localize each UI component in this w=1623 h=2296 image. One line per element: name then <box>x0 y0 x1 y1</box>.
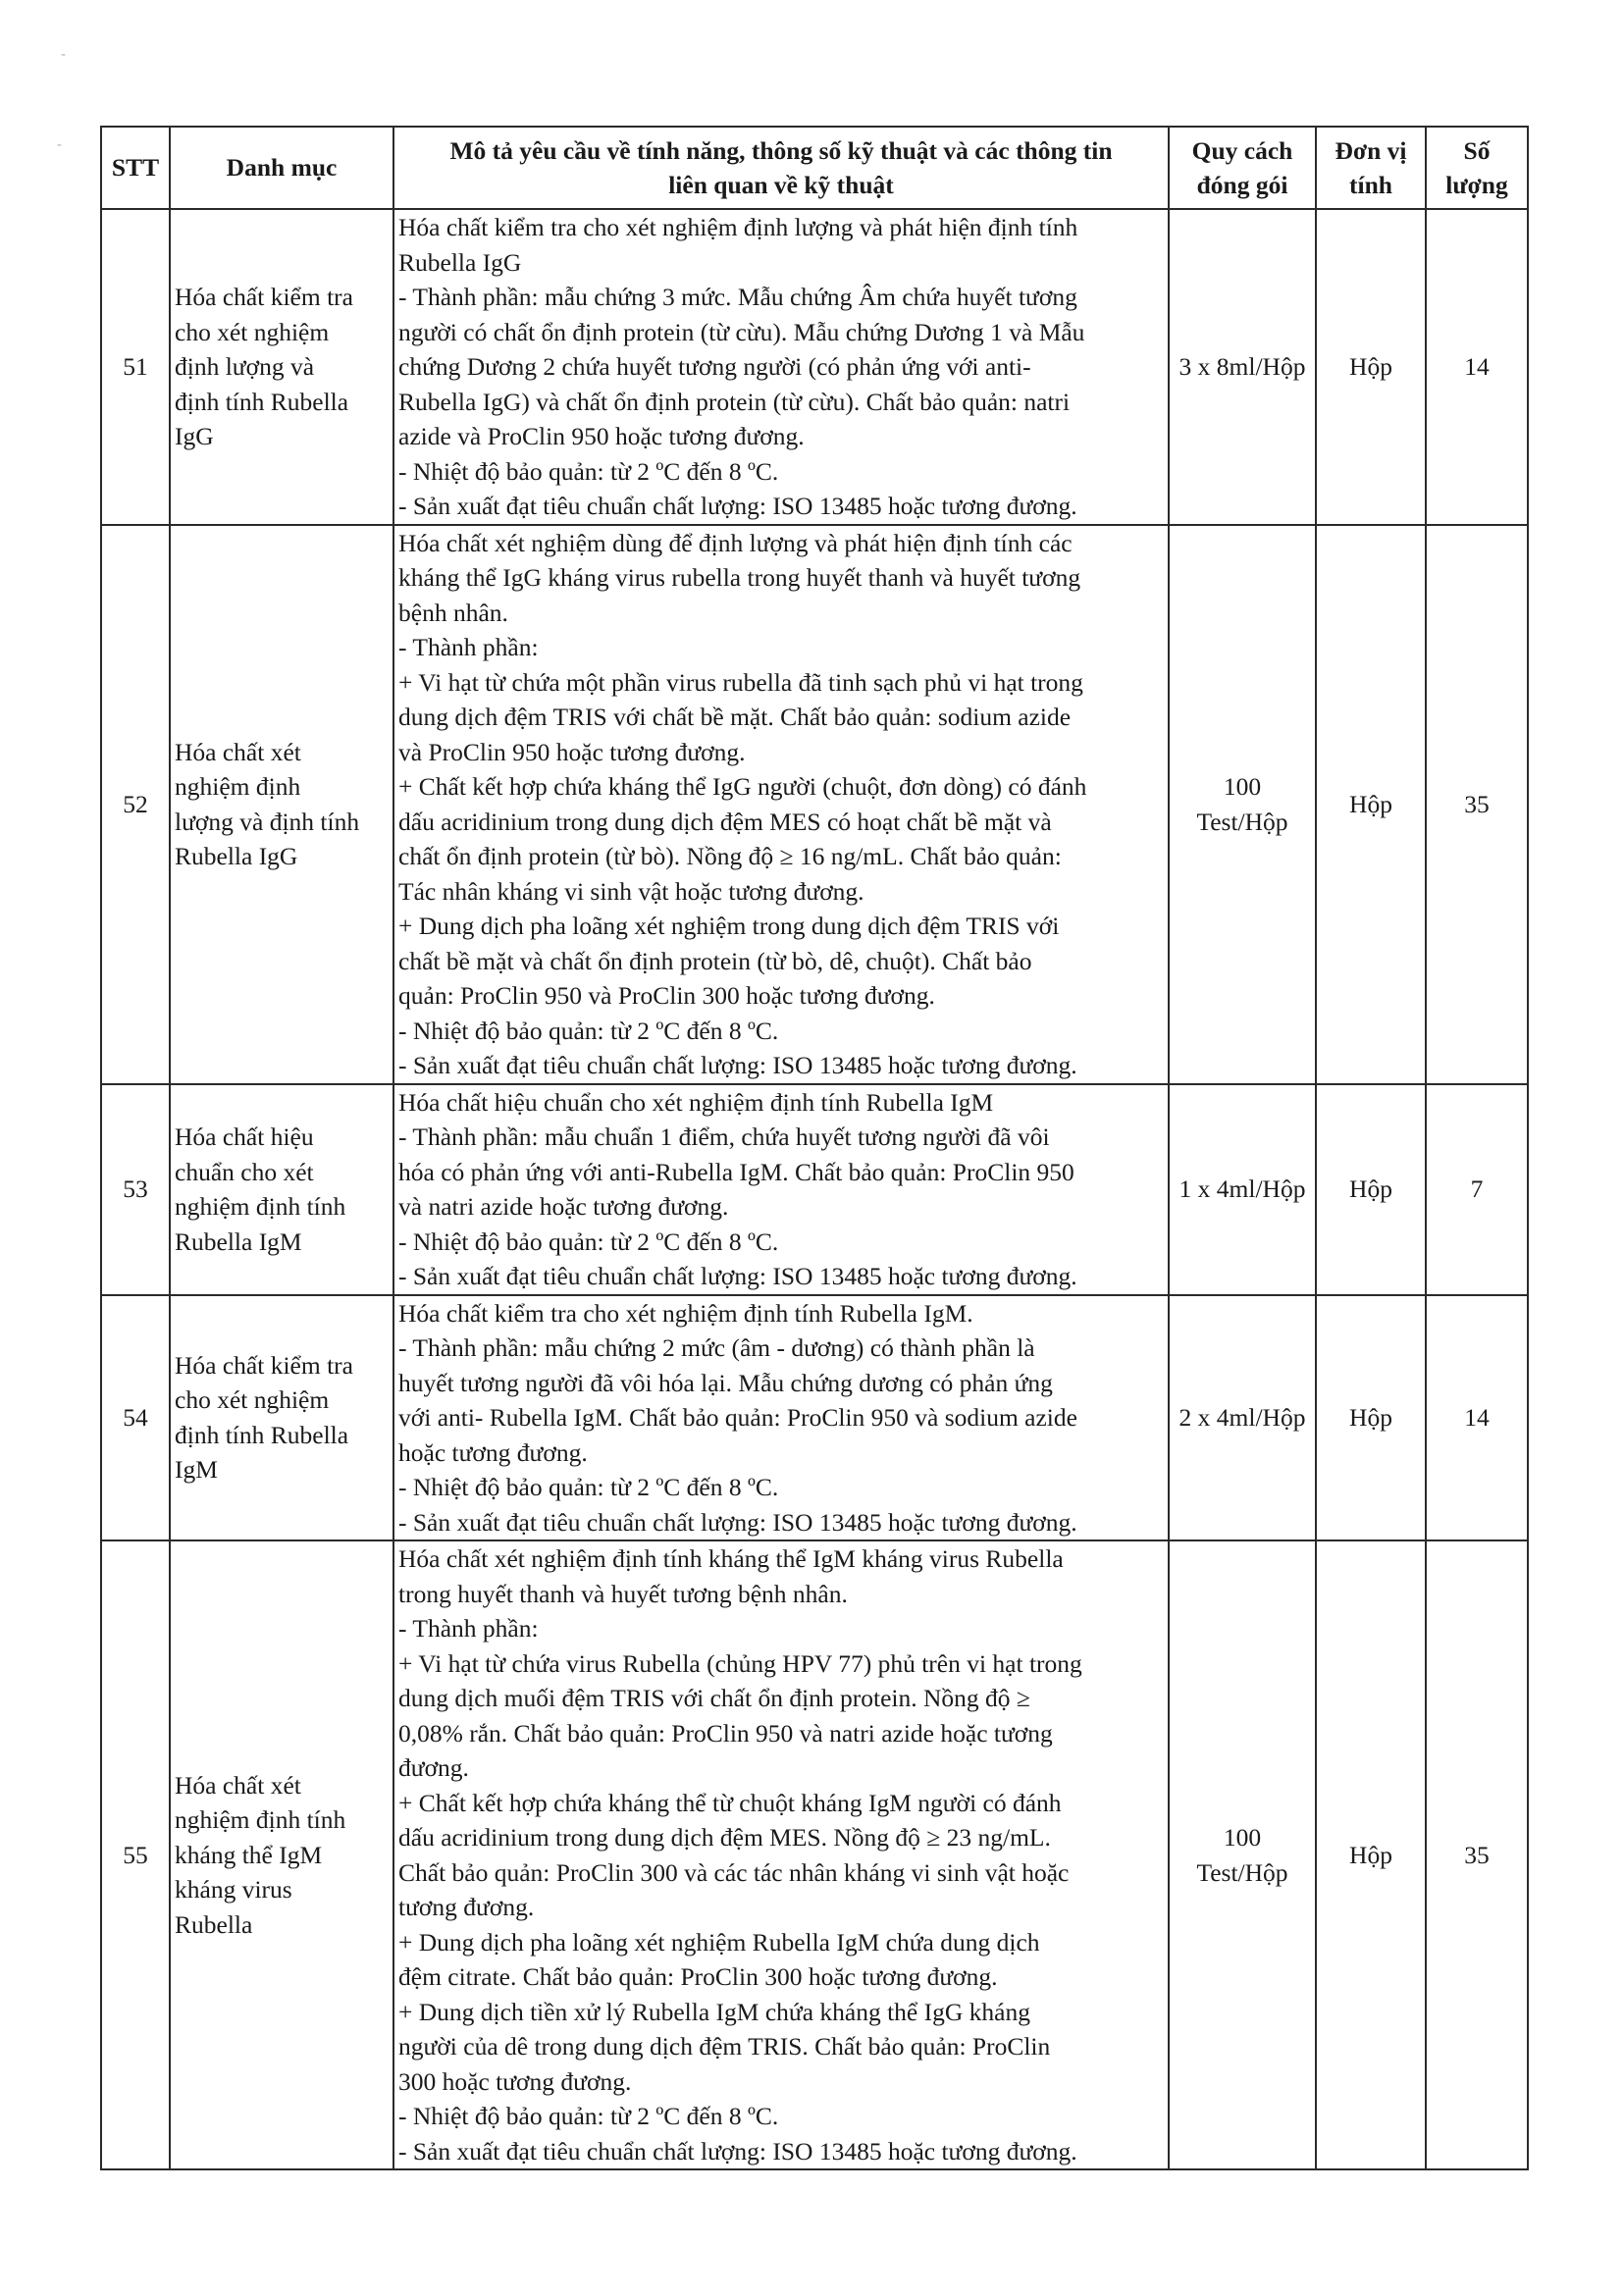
description-line: bệnh nhân. <box>398 598 508 627</box>
category-line: chuẩn cho xét <box>175 1157 314 1186</box>
packaging-line: 1 x 4ml/Hộp <box>1178 1174 1306 1204</box>
packaging-cell <box>1169 1540 1316 2169</box>
category-line: Hóa chất xét <box>175 737 301 766</box>
table-header-row <box>101 127 1528 209</box>
description-line: hoặc tương đương. <box>398 1437 588 1467</box>
scan-mark-top: - <box>61 47 67 63</box>
category-line: kháng virus <box>175 1875 292 1905</box>
description-line: + Dung dịch pha loãng xét nghiệm Rubella IgM chứa dung dịch <box>398 1927 1040 1957</box>
description-line: tương đương. <box>398 1893 535 1921</box>
description-line: dung dịch đệm TRIS với chất bề mặt. Chất bảo quản: sodium azide <box>398 703 1072 731</box>
description-line: huyết tương người đã vôi hóa lại. Mẫu chứng dương có phản ứng <box>398 1368 1053 1397</box>
description-line: Chất bảo quản: ProClin 300 và các tác nhân kháng vi sinh vật hoặc <box>398 1857 1070 1887</box>
table-row <box>101 1540 1528 2169</box>
description-line: kháng thể IgG kháng virus rubella trong huyết thanh và huyết tương <box>398 563 1081 592</box>
header-unit-line: tính <box>1349 171 1392 199</box>
category-line: Rubella <box>175 1909 253 1939</box>
description-line: - Sản xuất đạt tiêu chuẩn chất lượng: ISO 13485 hoặc tương đương. <box>398 1262 1077 1290</box>
category-line: Hóa chất hiệu <box>175 1122 314 1151</box>
category-line: Hóa chất kiểm tra <box>175 283 353 311</box>
stt-cell: 52 <box>101 525 170 1084</box>
unit-cell: Hộp <box>1316 1540 1426 2169</box>
description-line: dấu acridinium trong dung dịch đệm MES có hoạt chất bề mặt và <box>398 807 1052 836</box>
unit-cell: Hộp <box>1316 525 1426 1084</box>
quantity-cell: 35 <box>1426 1540 1528 2169</box>
packaging-cell <box>1169 1084 1316 1295</box>
document-sheet <box>100 126 1527 2170</box>
quantity-cell: 35 <box>1426 525 1528 1084</box>
description-line: Tác nhân kháng vi sinh vật hoặc tương đương. <box>398 876 864 906</box>
header-category: Danh mục <box>170 127 393 209</box>
category-line: nghiệm định <box>175 772 301 801</box>
description-line: Hóa chất xét nghiệm dùng để định lượng và phát hiện định tính các <box>398 528 1073 557</box>
description-line: Hóa chất kiểm tra cho xét nghiệm định lượng và phát hiện định tính <box>398 213 1078 241</box>
description-line: Hóa chất kiểm tra cho xét nghiệm định tính Rubella IgM. <box>398 1298 973 1328</box>
category-line: định lượng và <box>175 352 315 381</box>
description-line: với anti- Rubella IgM. Chất bảo quản: ProClin 950 và sodium azide <box>398 1403 1077 1432</box>
description-line: - Nhiệt độ bảo quản: từ 2 ºC đến 8 ºC. <box>398 1226 779 1256</box>
description-line: dấu acridinium trong dung dịch đệm MES. Nồng độ ≥ 23 ng/mL. <box>398 1823 1051 1852</box>
description-line: và ProClin 950 hoặc tương đương. <box>398 737 746 766</box>
unit-cell: Hộp <box>1316 1084 1426 1295</box>
category-cell <box>170 1295 393 1541</box>
header-packaging-line: Quy cách <box>1191 135 1293 165</box>
description-line: - Sản xuất đạt tiêu chuẩn chất lượng: ISO 13485 hoặc tương đương. <box>398 2136 1077 2166</box>
category-line: nghiệm định tính <box>175 1805 346 1835</box>
description-line: + Chất kết hợp chứa kháng thể từ chuột kháng IgM người có đánh <box>398 1788 1062 1817</box>
header-description <box>393 127 1169 209</box>
description-line: hóa có phản ứng với anti-Rubella IgM. Chất bảo quản: ProClin 950 <box>398 1157 1074 1186</box>
stt-cell: 53 <box>101 1084 170 1295</box>
description-line: 300 hoặc tương đương. <box>398 2066 632 2096</box>
description-line: azide và ProClin 950 hoặc tương đương. <box>398 422 805 450</box>
description-line: Hóa chất xét nghiệm định tính kháng thể IgM kháng virus Rubella <box>398 1544 1064 1573</box>
packaging-cell <box>1169 209 1316 525</box>
packaging-cell <box>1169 1295 1316 1541</box>
category-cell <box>170 525 393 1084</box>
description-cell <box>393 209 1169 525</box>
category-line: Rubella IgG <box>175 842 298 870</box>
description-line: người của dê trong dung dịch đệm TRIS. Chất bảo quản: ProClin <box>398 2032 1051 2061</box>
description-line: + Chất kết hợp chứa kháng thể IgG người (chuột, đơn dòng) có đánh <box>398 772 1087 801</box>
header-unit <box>1316 127 1426 209</box>
description-line: Hóa chất hiệu chuẩn cho xét nghiệm định tính Rubella IgM <box>398 1087 994 1117</box>
packaging-line: 2 x 4ml/Hộp <box>1178 1403 1306 1432</box>
table-row <box>101 525 1528 1084</box>
specification-table <box>100 126 1529 2170</box>
quantity-cell: 14 <box>1426 1295 1528 1541</box>
stt-cell: 55 <box>101 1540 170 2169</box>
description-line: chất bề mặt và chất ổn định protein (từ bò, dê, chuột). Chất bảo <box>398 946 1032 975</box>
header-quantity-line: Số <box>1463 135 1491 165</box>
description-line: - Sản xuất đạt tiêu chuẩn chất lượng: ISO 13485 hoặc tương đương. <box>398 1507 1077 1537</box>
description-line: - Sản xuất đạt tiêu chuẩn chất lượng: ISO 13485 hoặc tương đương. <box>398 492 1077 520</box>
header-unit-line: Đơn vị <box>1335 135 1407 165</box>
description-line: người có chất ổn định protein (từ cừu). Mẫu chứng Dương 1 và Mẫu <box>398 317 1085 346</box>
header-quantity-line: lượng <box>1445 171 1508 199</box>
description-line: + Dung dịch pha loãng xét nghiệm trong dung dịch đệm TRIS với <box>398 912 1060 940</box>
description-line: - Thành phần: <box>398 633 539 661</box>
packaging-line: 100 <box>1223 772 1262 801</box>
description-cell <box>393 1295 1169 1541</box>
header-description-line: Mô tả yêu cầu về tính năng, thông số kỹ thuật và các thông tin <box>449 135 1113 165</box>
category-cell <box>170 1084 393 1295</box>
description-line: trong huyết thanh và huyết tương bệnh nhân. <box>398 1579 848 1608</box>
description-cell <box>393 1540 1169 2169</box>
category-line: nghiệm định tính <box>175 1192 346 1221</box>
category-line: kháng thể IgM <box>175 1840 323 1869</box>
category-line: IgM <box>175 1455 218 1485</box>
category-line: lượng và định tính <box>175 807 360 836</box>
table-row <box>101 209 1528 525</box>
description-line: - Nhiệt độ bảo quản: từ 2 ºC đến 8 ºC. <box>398 1473 779 1501</box>
description-line: Rubella IgG) và chất ổn định protein (từ cừu). Chất bảo quản: natri <box>398 387 1071 416</box>
description-line: - Sản xuất đạt tiêu chuẩn chất lượng: ISO 13485 hoặc tương đương. <box>398 1051 1077 1079</box>
description-cell <box>393 1084 1169 1295</box>
description-line: 0,08% rắn. Chất bảo quản: ProClin 950 và natri azide hoặc tương <box>398 1718 1053 1748</box>
category-line: cho xét nghiệm <box>175 317 330 346</box>
description-line: - Nhiệt độ bảo quản: từ 2 ºC đến 8 ºC. <box>398 1016 779 1045</box>
table-row <box>101 1084 1528 1295</box>
category-line: Hóa chất kiểm tra <box>175 1350 353 1380</box>
unit-cell: Hộp <box>1316 1295 1426 1541</box>
packaging-line: Test/Hộp <box>1196 807 1288 836</box>
description-line: chất ổn định protein (từ bò). Nồng độ ≥ 16 ng/mL. Chất bảo quản: <box>398 842 1062 870</box>
description-line: - Nhiệt độ bảo quản: từ 2 ºC đến 8 ºC. <box>398 456 779 486</box>
packaging-line: Test/Hộp <box>1196 1857 1288 1887</box>
header-description-line: liên quan về kỹ thuật <box>668 171 894 199</box>
description-line: - Thành phần: <box>398 1614 539 1643</box>
category-line: Hóa chất xét <box>175 1770 301 1800</box>
description-line: và natri azide hoặc tương đương. <box>398 1192 729 1221</box>
category-cell <box>170 1540 393 2169</box>
stt-cell: 54 <box>101 1295 170 1541</box>
description-line: quản: ProClin 950 và ProClin 300 hoặc tương đương. <box>398 981 935 1010</box>
category-line: định tính Rubella <box>175 1420 349 1449</box>
description-line: dung dịch muối đệm TRIS với chất ổn định protein. Nồng độ ≥ <box>398 1684 1030 1712</box>
header-quantity <box>1426 127 1528 209</box>
category-cell <box>170 209 393 525</box>
description-line: - Thành phần: mẫu chứng 2 mức (âm - dương) có thành phần là <box>398 1333 1035 1362</box>
quantity-cell: 14 <box>1426 209 1528 525</box>
header-stt: STT <box>101 127 170 209</box>
stt-cell: 51 <box>101 209 170 525</box>
description-line: + Vi hạt từ chứa virus Rubella (chủng HPV 77) phủ trên vi hạt trong <box>398 1648 1082 1678</box>
description-line: đệm citrate. Chất bảo quản: ProClin 300 hoặc tương đương. <box>398 1962 998 1991</box>
header-packaging <box>1169 127 1316 209</box>
description-line: - Nhiệt độ bảo quản: từ 2 ºC đến 8 ºC. <box>398 2102 779 2130</box>
description-line: + Dung dịch tiền xử lý Rubella IgM chứa kháng thể IgG kháng <box>398 1997 1030 2026</box>
header-packaging-line: đóng gói <box>1196 171 1288 199</box>
packaging-line: 3 x 8ml/Hộp <box>1178 352 1306 381</box>
description-line: - Thành phần: mẫu chuẩn 1 điểm, chứa huyết tương người đã vôi <box>398 1122 1050 1151</box>
category-line: cho xét nghiệm <box>175 1385 330 1415</box>
packaging-cell <box>1169 525 1316 1084</box>
category-line: định tính Rubella <box>175 387 349 416</box>
description-cell <box>393 525 1169 1084</box>
table-body <box>101 209 1528 2169</box>
description-line: đương. <box>398 1753 469 1782</box>
description-line: + Vi hạt từ chứa một phần virus rubella đã tinh sạch phủ vi hạt trong <box>398 667 1083 697</box>
table-row <box>101 1295 1528 1541</box>
category-line: IgG <box>175 422 214 450</box>
scan-mark-left: - <box>57 137 63 153</box>
category-line: Rubella IgM <box>175 1226 302 1256</box>
unit-cell: Hộp <box>1316 209 1426 525</box>
packaging-line: 100 <box>1223 1823 1262 1852</box>
description-line: Rubella IgG <box>398 247 522 277</box>
description-line: chứng Dương 2 chứa huyết tương người (có phản ứng với anti- <box>398 352 1031 381</box>
quantity-cell: 7 <box>1426 1084 1528 1295</box>
description-line: - Thành phần: mẫu chứng 3 mức. Mẫu chứng Âm chứa huyết tương <box>398 283 1077 311</box>
